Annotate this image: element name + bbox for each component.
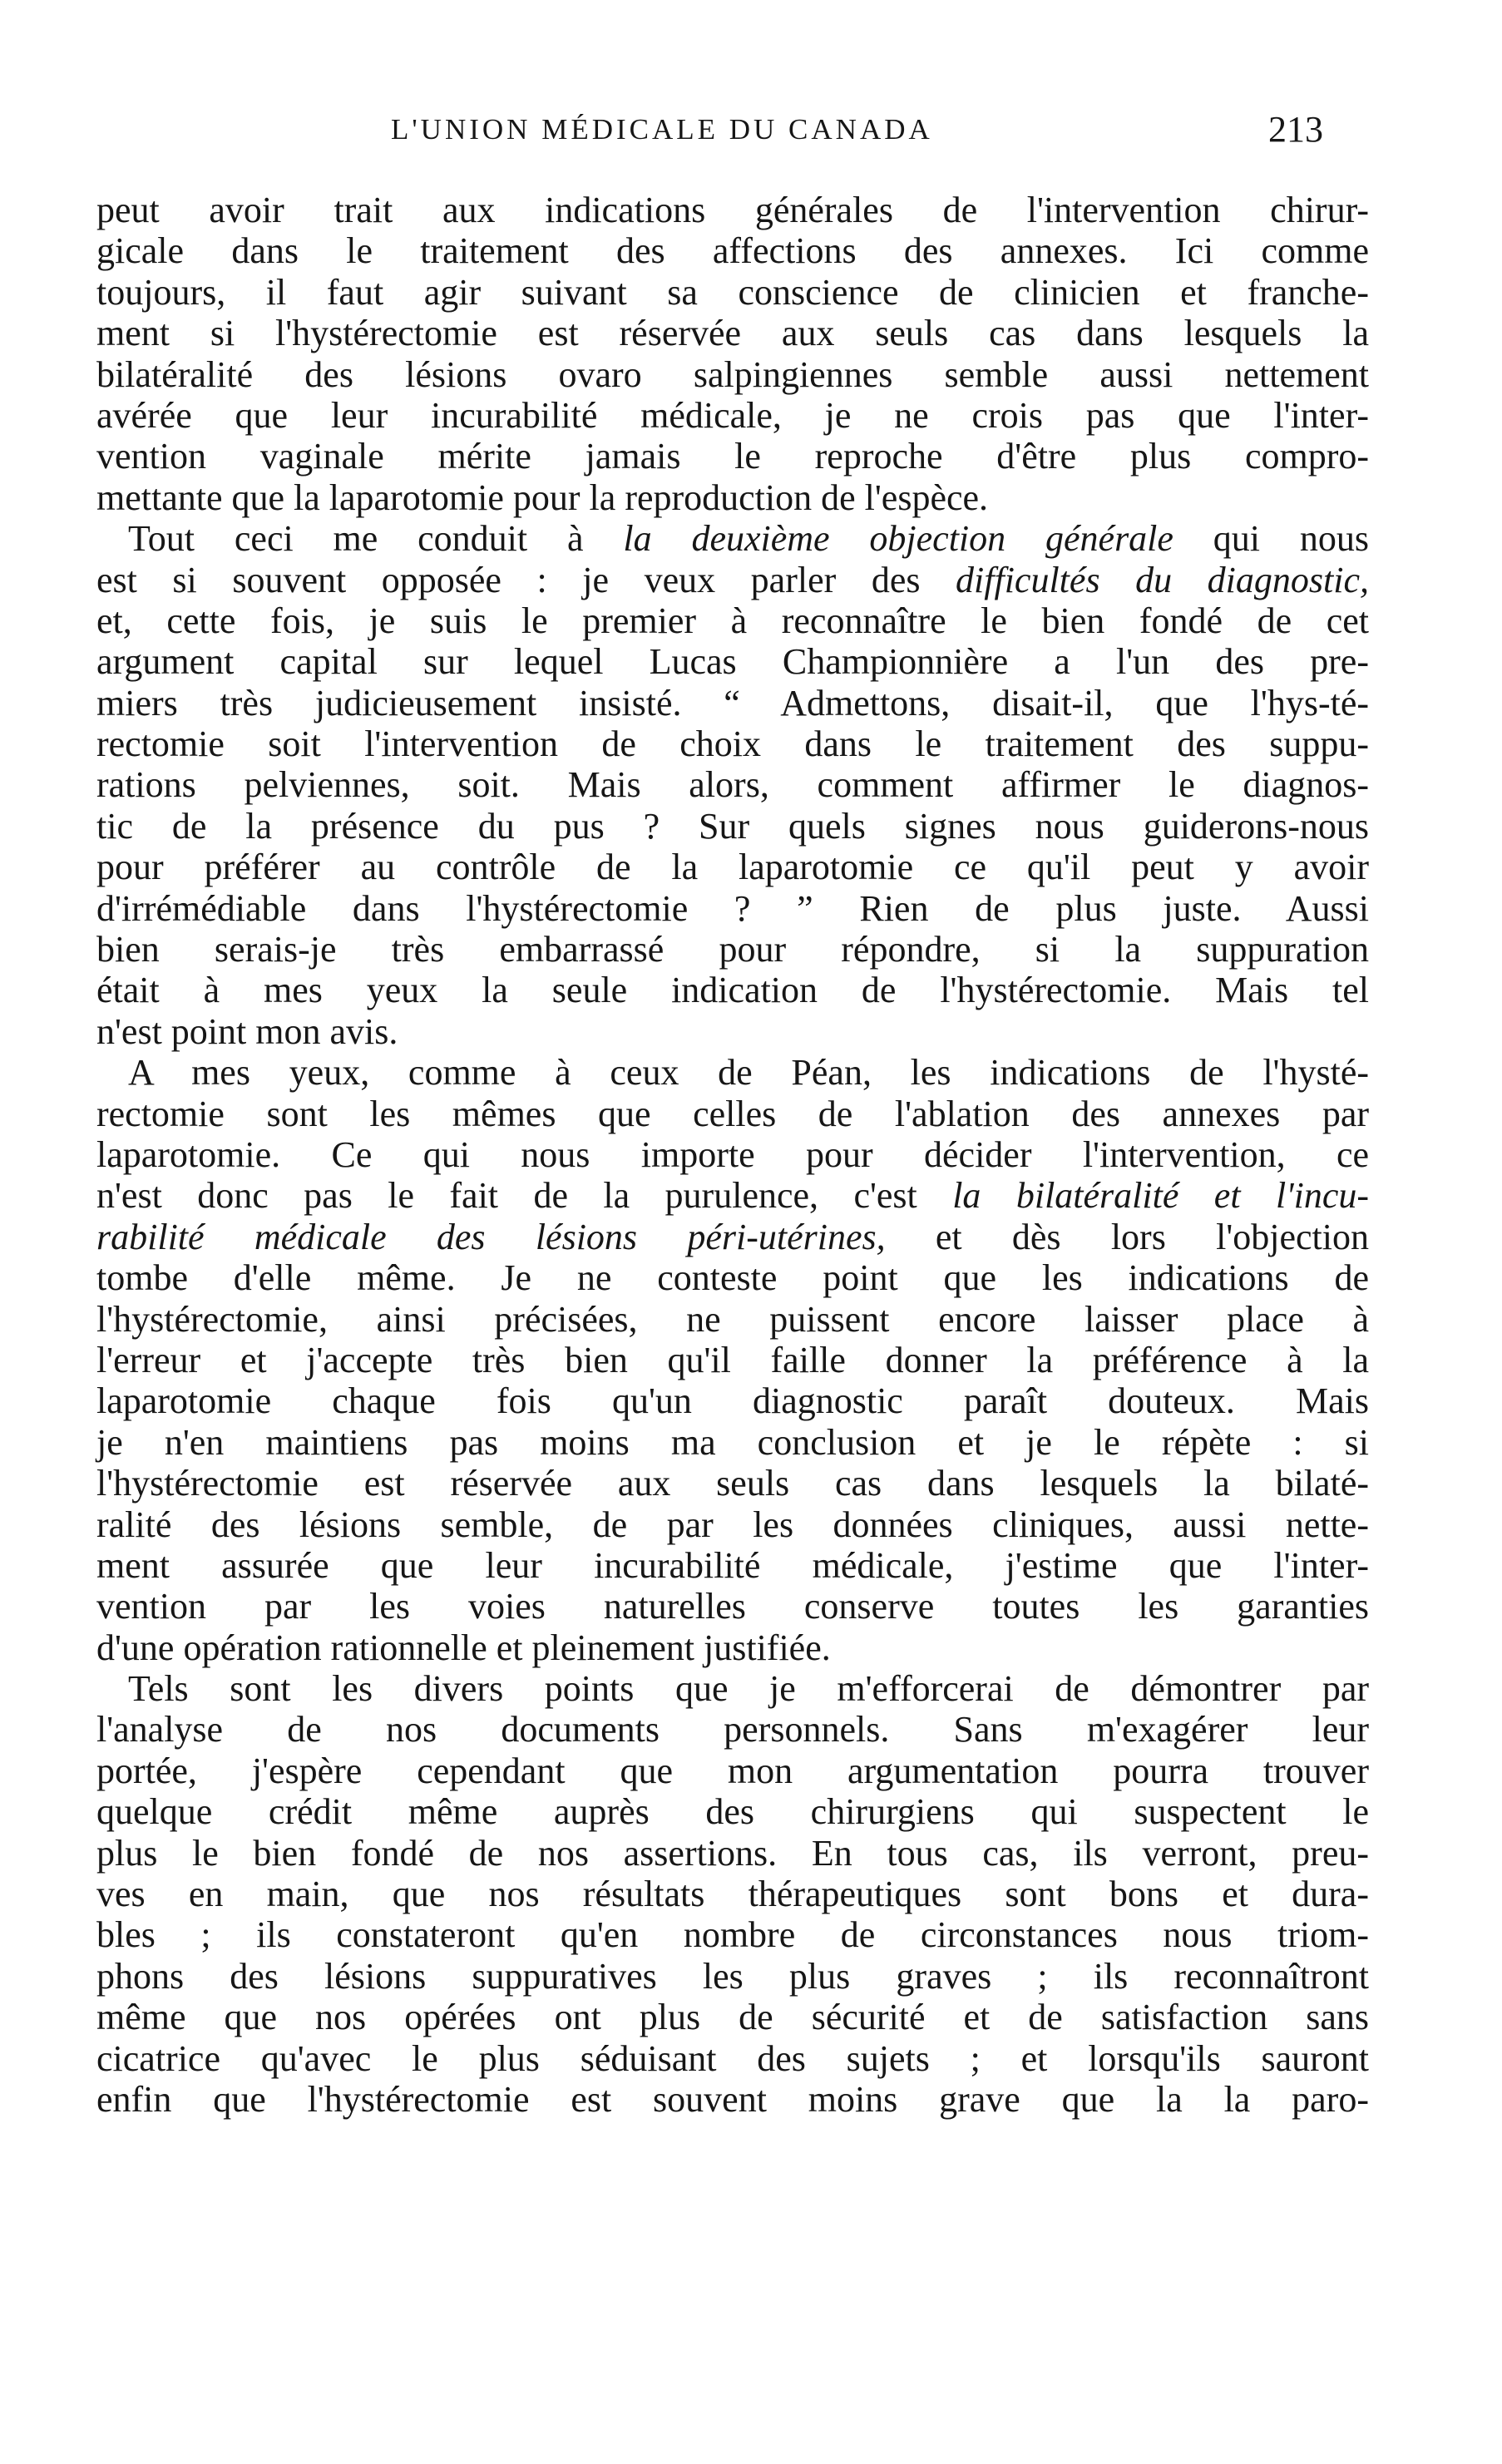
text-line xyxy=(96,1750,1369,1791)
text-line xyxy=(96,2038,1369,2079)
text-line xyxy=(96,1217,1369,1257)
text-span: vention par les voies naturelles conserve toutes les garanties xyxy=(96,1586,1369,1627)
text-span: mettante que la laparotomie pour la reproduction de l'espèce. xyxy=(96,477,989,518)
text-line xyxy=(96,1094,1369,1134)
text-line xyxy=(96,806,1369,847)
text-span: d'irrémédiable dans l'hystérectomie ? ” Rien de plus juste. Aussi xyxy=(96,887,1369,929)
text-span: pour préférer au contrôle de la laparotomie ce qu'il peut y avoir xyxy=(96,847,1369,888)
text-span: Tels sont les divers points que je m'efforcerai de démontrer par xyxy=(128,1668,1369,1710)
text-line xyxy=(96,929,1369,970)
text-line xyxy=(96,1545,1369,1586)
text-line xyxy=(96,354,1369,395)
text-span: toujours, il faut agir suivant sa conscience de clinicien et franche- xyxy=(96,271,1369,313)
text-line xyxy=(96,1011,1369,1052)
text-span: gicale dans le traitement des affections des annexes. Ici comme xyxy=(96,230,1369,272)
text-line xyxy=(96,1422,1369,1463)
text-line xyxy=(96,2079,1369,2120)
text-span: tic de la présence du pus ? Sur quels signes nous guiderons-nous xyxy=(96,805,1369,847)
text-span: rations pelviennes, soit. Mais alors, comment affirmer le diagnos- xyxy=(96,764,1369,806)
text-span: ralité des lésions semble, de par les données cliniques, aussi nette- xyxy=(96,1504,1369,1545)
text-span: ment assurée que leur incurabilité médicale, j'estime que l'inter- xyxy=(96,1544,1369,1586)
text-line xyxy=(96,1504,1369,1545)
text-span: bien serais-je très embarrassé pour répondre, si la suppuration xyxy=(96,929,1369,970)
text-span: laparotomie chaque fois qu'un diagnostic paraît douteux. Mais xyxy=(96,1380,1369,1422)
text-line xyxy=(96,1299,1369,1340)
italic-text: difficultés du diagnostic, xyxy=(956,559,1369,600)
text-line xyxy=(96,1668,1369,1709)
page-number: 213 xyxy=(1268,109,1323,150)
text-line xyxy=(96,1956,1369,1997)
text-line xyxy=(96,847,1369,887)
text-line xyxy=(96,1627,1369,1668)
text-span: qui nous xyxy=(1173,518,1370,560)
text-line xyxy=(96,683,1369,723)
text-span: quelque crédit même auprès des chirurgiens qui suspectent le xyxy=(96,1791,1369,1833)
text-span: argument capital sur lequel Lucas Championnière a l'un des pre- xyxy=(96,641,1369,683)
text-span: tombe d'elle même. Je ne conteste point que les indications de xyxy=(96,1257,1369,1299)
italic-text: la deuxième objection générale xyxy=(623,518,1173,560)
text-span: miers très judicieusement insisté. “ Admettons, disait-il, que l'hys-té- xyxy=(96,682,1369,723)
text-line xyxy=(96,1586,1369,1627)
text-line xyxy=(96,1791,1369,1832)
text-span: enfin que l'hystérectomie est souvent moins grave que la la paro- xyxy=(96,2078,1369,2120)
text-line xyxy=(96,600,1369,641)
text-span: je n'en maintiens pas moins ma conclusion et je le répète : si xyxy=(96,1421,1369,1463)
text-span: même que nos opérées ont plus de sécurité et de satisfaction sans xyxy=(96,1997,1369,2038)
text-span: était à mes yeux la seule indication de l'hystérectomie. Mais tel xyxy=(96,970,1369,1011)
text-line xyxy=(96,1997,1369,2037)
text-line xyxy=(96,560,1369,600)
text-line xyxy=(96,190,1369,230)
text-span: l'hystérectomie, ainsi précisées, ne puissent encore laisser place à xyxy=(96,1298,1369,1340)
text-line xyxy=(96,272,1369,313)
text-line xyxy=(96,1833,1369,1874)
text-span: ves en main, que nos résultats thérapeutiques sont bons et dura- xyxy=(96,1874,1369,1915)
text-span: d'une opération rationnelle et pleinement justifiée. xyxy=(96,1627,831,1668)
text-span: rectomie soit l'intervention de choix dans le traitement des suppu- xyxy=(96,723,1369,765)
text-span: et dès lors l'objection xyxy=(885,1216,1369,1257)
text-line xyxy=(96,1463,1369,1504)
text-span: n'est donc pas le fait de la purulence, c'est xyxy=(96,1175,953,1217)
text-span: est si souvent opposée : je veux parler des xyxy=(96,559,956,600)
text-line xyxy=(96,1134,1369,1175)
text-span: l'erreur et j'accepte très bien qu'il faille donner la préférence à la xyxy=(96,1339,1369,1380)
italic-text: rabilité médicale des lésions péri-utérines, xyxy=(96,1216,886,1257)
text-line xyxy=(96,477,1369,518)
text-span: l'analyse de nos documents personnels. Sans m'exagérer leur xyxy=(96,1709,1369,1750)
text-span: peut avoir trait aux indications générales de l'intervention chirur- xyxy=(96,190,1369,230)
text-span: Tout ceci me conduit à xyxy=(128,518,624,560)
text-span: ment si l'hystérectomie est réservée aux seuls cas dans lesquels la xyxy=(96,313,1369,354)
text-span: rectomie sont les mêmes que celles de l'ablation des annexes par xyxy=(96,1093,1369,1134)
text-span: vention vaginale mérite jamais le reproche d'être plus compro- xyxy=(96,436,1369,477)
italic-text: la bilatéralité et l'incu- xyxy=(952,1175,1369,1217)
text-line xyxy=(96,888,1369,929)
text-span: bles ; ils constateront qu'en nombre de circonstances nous triom- xyxy=(96,1914,1369,1956)
text-span: n'est point mon avis. xyxy=(96,1010,398,1052)
text-span: laparotomie. Ce qui nous importe pour décider l'intervention, ce xyxy=(96,1133,1369,1175)
text-line xyxy=(96,518,1369,559)
text-line xyxy=(96,1257,1369,1298)
text-line xyxy=(96,395,1369,436)
text-span: phons des lésions suppuratives les plus graves ; ils reconnaîtront xyxy=(96,1955,1369,1997)
text-line xyxy=(96,970,1369,1010)
text-line xyxy=(96,436,1369,477)
body-text xyxy=(96,190,1369,2120)
text-span: l'hystérectomie est réservée aux seuls cas dans lesquels la bilaté- xyxy=(96,1463,1369,1504)
text-line xyxy=(96,1874,1369,1914)
text-line xyxy=(96,313,1369,353)
text-span: et, cette fois, je suis le premier à reconnaître le bien fondé de cet xyxy=(96,600,1369,641)
text-line xyxy=(96,1340,1369,1380)
text-line xyxy=(96,641,1369,682)
text-line xyxy=(96,723,1369,764)
text-line xyxy=(96,1380,1369,1421)
text-span: portée, j'espère cependant que mon argumentation pourra trouver xyxy=(96,1750,1369,1791)
text-span: plus le bien fondé de nos assertions. En tous cas, ils verront, preu- xyxy=(96,1832,1369,1874)
text-line xyxy=(96,1709,1369,1750)
text-line xyxy=(96,1914,1369,1955)
text-line xyxy=(96,230,1369,271)
text-span: cicatrice qu'avec le plus séduisant des sujets ; et lorsqu'ils sauront xyxy=(96,2037,1369,2079)
running-title: L'UNION MÉDICALE DU CANADA xyxy=(391,113,933,146)
text-line xyxy=(96,1052,1369,1093)
text-span: A mes yeux, comme à ceux de Péan, les indications de l'hysté- xyxy=(128,1052,1369,1094)
text-span: bilatéralité des lésions ovaro salpingiennes semble aussi nettement xyxy=(96,353,1369,395)
text-line xyxy=(96,1175,1369,1216)
text-line xyxy=(96,764,1369,805)
text-span: avérée que leur incurabilité médicale, je ne crois pas que l'inter- xyxy=(96,394,1369,436)
